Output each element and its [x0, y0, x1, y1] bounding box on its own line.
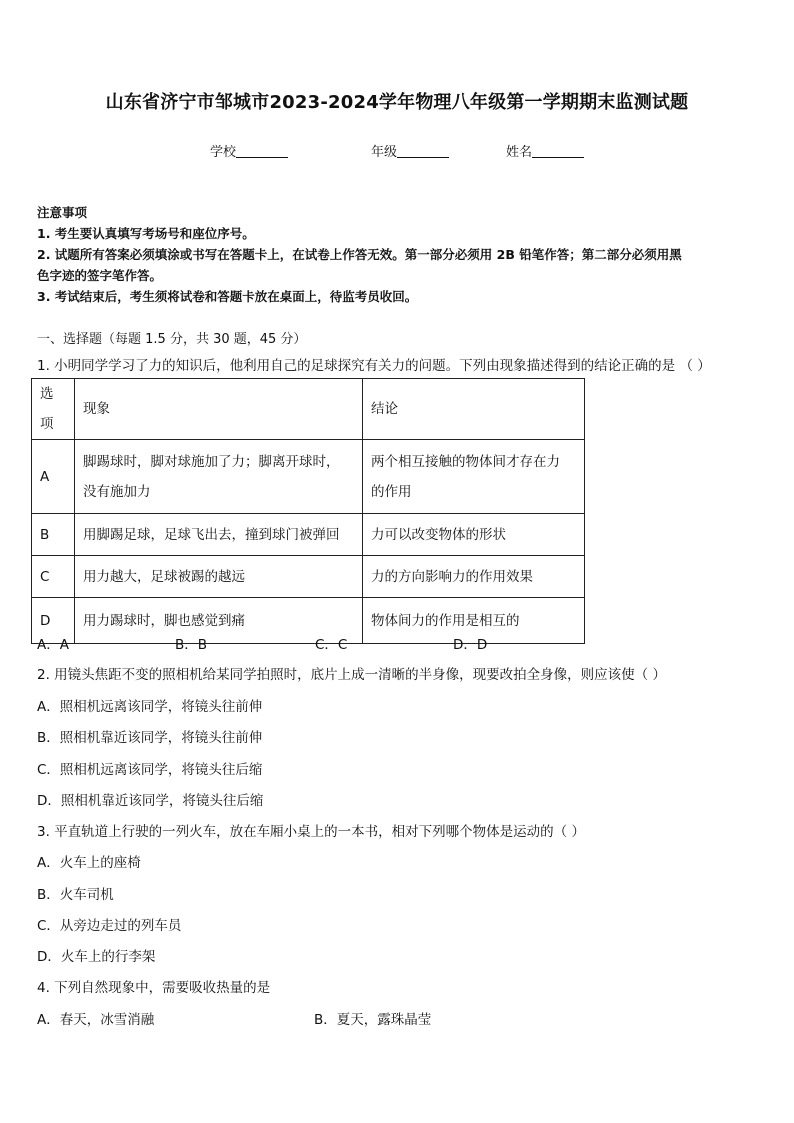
table-cell-line: 没有施加力 [83, 483, 151, 500]
option-item: A．火车上的座椅 [37, 855, 141, 871]
table-header-cell: 结论 [363, 379, 585, 440]
table-row [32, 556, 585, 598]
note-item: 1. 考生要认真填写考场号和座位序号。 [37, 226, 255, 241]
table-cell: 用力越大，足球被踢的越远 [75, 556, 363, 598]
note-item: 2. 试题所有答案必须填涂或书写在答题卡上，在试卷上作答无效。第一部分必须用 2B 铅笔作答；第二部分必须用黑 [37, 247, 682, 262]
table-cell: B [32, 514, 75, 556]
q1-options [37, 633, 487, 653]
option-item: B．B [175, 637, 208, 653]
q4-stem: 4. 下列自然现象中，需要吸收热量的是 [37, 980, 271, 996]
school-field [210, 141, 288, 160]
notes-heading: 注意事项 [37, 205, 88, 220]
note-item: 色字迹的签字笔作答。 [37, 268, 163, 283]
option-item: B．照相机靠近该同学，将镜头往前伸 [37, 730, 263, 746]
table-cell [75, 440, 363, 514]
school-label: 学校 [210, 145, 237, 160]
q3-stem: 3. 平直轨道上行驶的一列火车，放在车厢小桌上的一本书，相对下列哪个物体是运动的（ ） [37, 824, 585, 840]
table-cell: 物体间力的作用是相互的 [363, 598, 585, 644]
table-cell: A [32, 440, 75, 514]
option-item: C．C [315, 637, 348, 653]
grade-blank [397, 145, 449, 158]
section-heading: 一、选择题（每题 1.5 分，共 30 题，45 分） [37, 332, 307, 347]
table-cell: C [32, 556, 75, 598]
name-field [506, 141, 584, 160]
q1-table [31, 378, 585, 644]
name-label: 姓名 [506, 145, 533, 160]
school-blank [236, 145, 288, 158]
table-cell-line: 两个相互接触的物体间才存在力 [371, 453, 560, 470]
grade-field [371, 141, 449, 160]
table-header-row [32, 379, 585, 440]
grade-label: 年级 [371, 145, 398, 160]
table-cell: D [32, 598, 75, 644]
option-item: A．照相机远离该同学，将镜头往前伸 [37, 699, 263, 715]
exam-title: 山东省济宁市邹城市2023-2024学年物理八年级第一学期期末监测试题 [105, 92, 689, 113]
table-cell-line: 的作用 [371, 483, 412, 500]
table-header-cell: 现象 [75, 379, 363, 440]
option-item: D．D [453, 637, 488, 653]
table-cell [363, 440, 585, 514]
name-blank [532, 145, 584, 158]
option-item: D．照相机靠近该同学，将镜头往后缩 [37, 793, 264, 809]
option-item: C．照相机远离该同学，将镜头往后缩 [37, 762, 263, 778]
note-item: 3. 考试结束后，考生须将试卷和答题卡放在桌面上，待监考员收回。 [37, 289, 418, 304]
q1-stem: 1. 小明同学学习了力的知识后，他利用自己的足球探究有关力的问题。下列由现象描述得到的结论正确的是 （ ） [37, 358, 711, 374]
table-cell: 力可以改变物体的形状 [363, 514, 585, 556]
table-row [32, 514, 585, 556]
option-item: B．夏天，露珠晶莹 [314, 1012, 432, 1028]
option-item: D．火车上的行李架 [37, 949, 156, 965]
table-cell: 用脚踢足球，足球飞出去，撞到球门被弹回 [75, 514, 363, 556]
table-cell: 力的方向影响力的作用效果 [363, 556, 585, 598]
q4-options [37, 1008, 431, 1028]
q2-stem: 2. 用镜头焦距不变的照相机给某同学拍照时，底片上成一清晰的半身像，现要改拍全身像，则应该使（ ） [37, 667, 666, 683]
table-row [32, 440, 585, 514]
table-cell-line: 脚踢球时，脚对球施加了力；脚离开球时， [83, 453, 340, 470]
table-cell: 用力踢球时，脚也感觉到痛 [75, 598, 363, 644]
option-item: B．火车司机 [37, 887, 114, 903]
table-header-cell: 选项 [32, 379, 75, 440]
option-item: C．从旁边走过的列车员 [37, 918, 182, 934]
option-item: A．A [37, 637, 69, 653]
option-item: A．春天，冰雪消融 [37, 1012, 155, 1028]
